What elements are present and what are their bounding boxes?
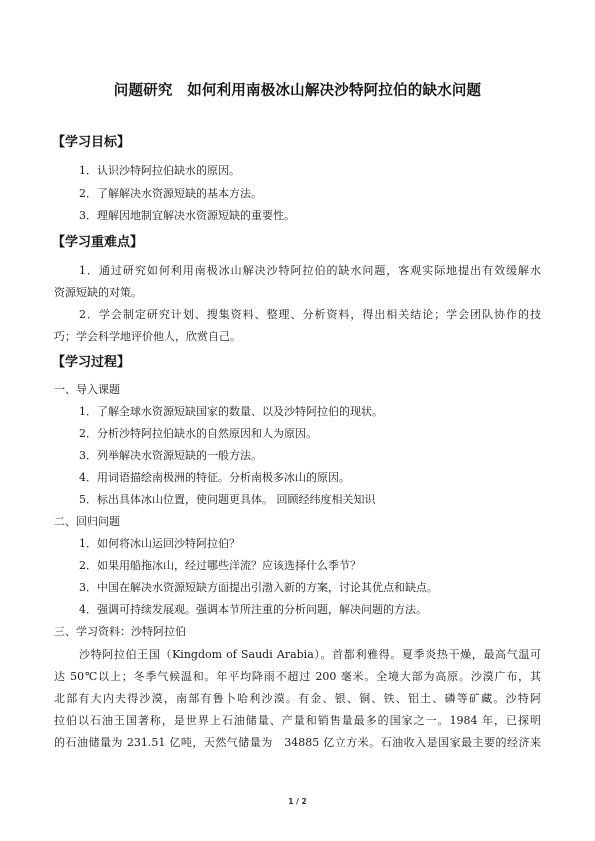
list-item: 5．标出具体冰山位置，使问题更具体。 回顾经纬度相关知识 — [79, 493, 376, 506]
list-item: 1．如何将冰山运回沙特阿拉伯？ — [79, 537, 240, 550]
paragraph-line: 沙特阿拉伯王国（Kingdom of Saudi Arabia）。首都利雅得。夏季炎热干燥，最高气温可 — [79, 648, 541, 661]
section-title: 二、回归问题 — [54, 515, 120, 528]
key-point-line: 巧；学会科学地评价他人，欣赏自己。 — [54, 330, 241, 343]
objective-item: 2．了解解决水资源短缺的基本方法。 — [79, 187, 262, 200]
list-item: 4．用词语描绘南极洲的特征。分析南极多冰山的原因。 — [79, 471, 350, 484]
objective-item: 3．理解因地制宜解决水资源短缺的重要性。 — [79, 209, 295, 222]
page-number: 1 / 2 — [288, 797, 307, 806]
paragraph-line: 的石油储量为 231.51 亿吨，天然气储量为 34885 亿立方米。石油收入是国家最主要的经济来 — [54, 736, 541, 749]
key-points-heading: 【学习重难点】 — [52, 235, 144, 250]
paragraph-line: 拉伯以石油王国著称，是世界上石油储量、产量和销售量最多的国家之一。1984 年，已探明 — [54, 714, 541, 727]
list-item: 2．如果用船拖冰山，经过哪些洋流？应该选择什么季节？ — [79, 559, 361, 572]
list-item: 4．强调可持续发展观。强调本节所注重的分析问题，解决问题的方法。 — [79, 603, 427, 616]
paragraph-line: 达 50℃以上；冬季气候温和。年平均降雨不超过 200 毫米。全境大部为高原。沙漠广布，其 — [54, 670, 541, 683]
list-item: 1．了解全球水资源短缺国家的数量、以及沙特阿拉伯的现状。 — [79, 405, 383, 418]
objectives-heading: 【学习目标】 — [52, 135, 131, 150]
key-point-line: 2．学会制定研究计划、搜集资料、整理、分析资料，得出相关结论；学会团队协作的技 — [79, 308, 541, 321]
list-item: 3．列举解决水资源短缺的一般方法。 — [79, 449, 262, 462]
objective-item: 1．认识沙特阿拉伯缺水的原因。 — [79, 164, 240, 177]
paragraph-line: 北部有大内夫得沙漠，南部有鲁卜哈利沙漠。有金、银、铜、铁、铝土、磷等矿藏。沙特阿 — [54, 692, 541, 705]
key-point-line: 1．通过研究如何利用南极冰山解决沙特阿拉伯的缺水问题，客观实际地提出有效缓解水 — [79, 264, 541, 277]
section-title: 三、学习资料：沙特阿拉伯 — [54, 625, 186, 638]
list-item: 2．分析沙特阿拉伯缺水的自然原因和人为原因。 — [79, 427, 317, 440]
process-heading: 【学习过程】 — [52, 355, 131, 370]
section-title: 一、导入课题 — [54, 383, 120, 396]
page-title: 问题研究 如何利用南极冰山解决沙特阿拉伯的缺水问题 — [113, 83, 482, 99]
list-item: 3．中国在解决水资源短缺方面提出引渤入新的方案，讨论其优点和缺点。 — [79, 581, 438, 594]
key-point-line: 资源短缺的对策。 — [54, 286, 142, 299]
